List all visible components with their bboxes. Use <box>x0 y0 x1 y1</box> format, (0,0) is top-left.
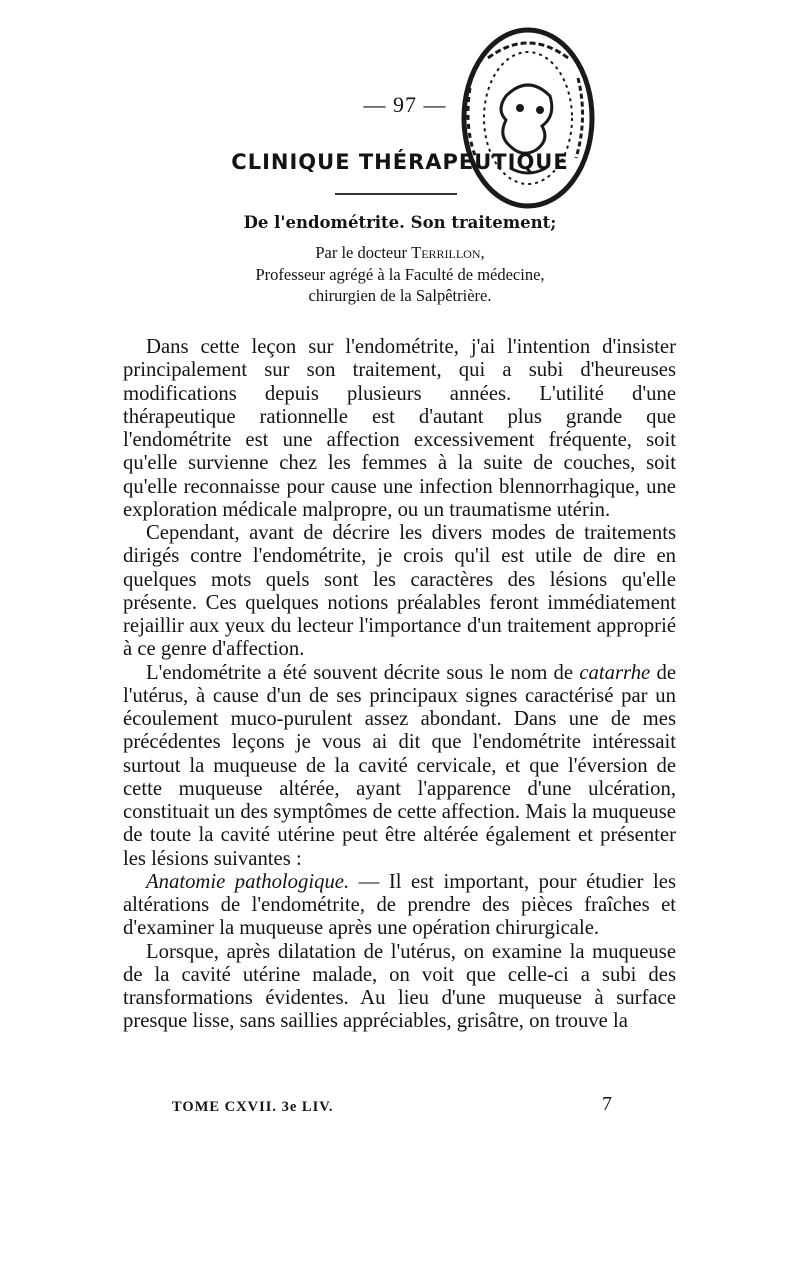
paragraph-1: Dans cette leçon sur l'endométrite, j'ai l'intention d'insister principalement sur son traitement, qui a subi d'heureuses modifications depuis plusieurs années. L'utilité d'une thérapeutique rationnelle est d'autant plus grande que l'endométrite est une affection excessivement fréquente, soit qu'elle survienne chez les femmes à la suite de couches, soit qu'elle reconnaisse pour cause une infection blennorrhagique, une exploration médicale malpropre, ou un traumatisme utérin. <box>123 336 676 521</box>
paragraph-5: Lorsque, après dilatation de l'utérus, on examine la muqueuse de la cavité utérine malade, on voit que celle-ci a subi des transformations évidentes. Au lieu d'une muqueuse à surface presque lisse, sans saillies appréciables, grisâtre, on trouve la <box>123 940 676 1033</box>
paragraph-4-text: — Il est important, pour étudier les altérations de l'endométrite, de prendre des pièces fraîches et d'examiner la muqueuse après une opération chirurgicale. <box>123 870 676 940</box>
article-body <box>123 336 676 1034</box>
term-catarrhe: catarrhe <box>579 661 651 684</box>
paragraph-3 <box>123 662 676 871</box>
subheading-anatomie: Anatomie pathologique. <box>146 870 350 893</box>
paragraph-2: Cependant, avant de décrire les divers modes de traitements dirigés contre l'endométrite, je crois qu'il est utile de dire en quelques mots quels sont les caractères des lésions qu'elle présente. Ces quelques notions préalables feront immédiatement rejaillir aux yeux du lecteur l'importance d'un traitement approprié à ce genre d'affection. <box>123 522 676 661</box>
author-name: Terrillon, <box>411 243 485 262</box>
affiliation-line-2: chirurgien de la Salpêtrière. <box>308 286 492 305</box>
paragraph-3-start: L'endométrite a été souvent décrite sous le nom de <box>146 661 574 684</box>
affiliation-line-1: Professeur agrégé à la Faculté de médecine, <box>255 265 545 284</box>
library-stamp <box>448 18 600 214</box>
byline-prefix: Par le docteur <box>315 243 407 262</box>
title-rule <box>335 193 457 195</box>
footer-signature: TOME CXVII. 3e LIV. <box>172 1099 334 1115</box>
article-title: De l'endométrite. Son traitement; <box>243 213 557 232</box>
footer-sheet-number: 7 <box>602 1093 612 1115</box>
byline <box>130 243 670 262</box>
paragraph-4 <box>123 871 676 941</box>
page-number: — 97 — <box>363 92 447 117</box>
paragraph-3-end: de l'utérus, à cause d'un de ses principaux signes caractérisé par un écoulement muco-purulent assez abondant. Dans une de mes précédentes leçons je vous ai dit que l'endométrite intéressait surtout la muqueuse de la cavité cervicale, et que l'éversion de cette muqueuse altérée, ayant l'apparence d'une ulcération, constituait un des symptômes de cette affection. Mais la muqueuse de toute la cavité utérine peut être altérée également et présenter les lésions suivantes : <box>123 661 676 870</box>
section-title: CLINIQUE THÉRAPEUTIQUE <box>231 150 569 174</box>
